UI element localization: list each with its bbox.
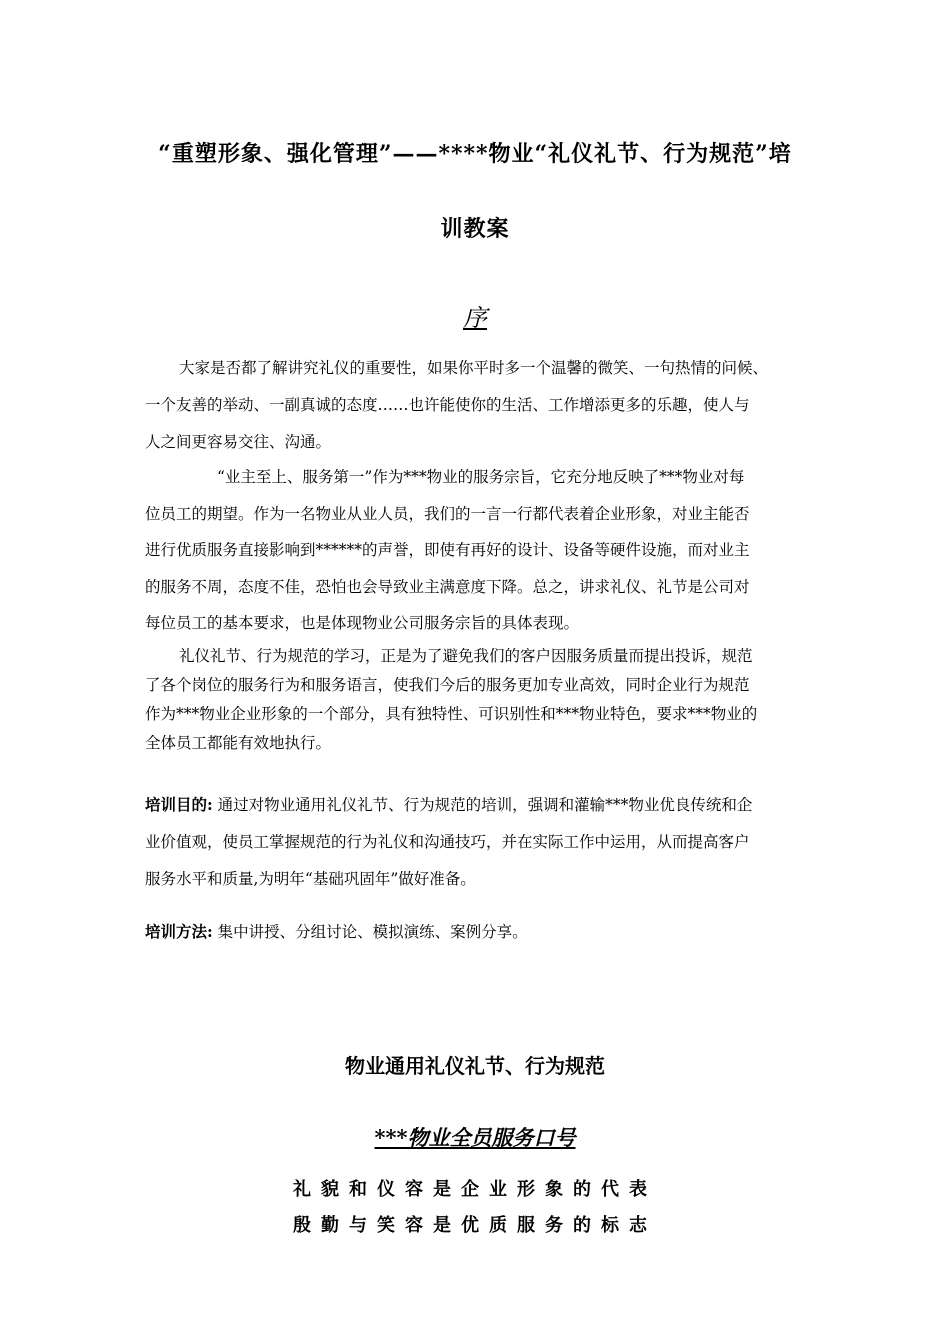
slogan-title: ***物业全员服务口号: [374, 1125, 576, 1150]
paragraph-line: 全体员工都能有效地执行。: [145, 734, 332, 752]
paragraph-line: 大家是否都了解讲究礼仪的重要性，如果你平时多一个温馨的微笑、一句热情的问候、: [179, 359, 769, 377]
training-purpose-label: 培训目的:: [145, 795, 213, 814]
paragraph-service-aim: [145, 459, 810, 642]
slogan-line-1: 礼貌和仪容是企业形象的代表: [293, 1179, 657, 1200]
training-method: [145, 920, 810, 944]
training-purpose: [145, 786, 810, 898]
section-title: 物业通用礼仪礼节、行为规范: [345, 1054, 605, 1078]
paragraph-line: 礼仪礼节、行为规范的学习，正是为了避免我们的客户因服务质量而提出投诉，规范: [179, 647, 753, 665]
training-purpose-text: 通过对物业通用礼仪礼节、行为规范的培训，强调和灌输***物业优良传统和企: [217, 796, 753, 814]
paragraph-line: 业价值观，使员工掌握规范的行为礼仪和沟通技巧，并在实际工作中运用，从而提高客户: [145, 833, 750, 851]
paragraph-intro: [145, 350, 810, 461]
training-method-label: 培训方法:: [145, 922, 213, 941]
slogan-line-2: 殷勤与笑容是优质服务的标志: [293, 1215, 657, 1236]
training-method-text: 集中讲授、分组讨论、模拟演练、案例分享。: [217, 923, 528, 941]
paragraph-line: 进行优质服务直接影响到******的声誉，即使有再好的设计、设备等硬件设施，而对业主: [145, 541, 750, 559]
paragraph-line: 一个友善的举动、一副真诚的态度……也许能使你的生活、工作增添更多的乐趣，使人与: [145, 396, 750, 414]
paragraph-line: 位员工的期望。作为一名物业从业人员，我们的一言一行都代表着企业形象，对业主能否: [145, 504, 750, 523]
preface-heading: 序: [463, 304, 487, 332]
paragraph-line: 了各个岗位的服务行为和服务语言，使我们今后的服务更加专业高效，同时企业行为规范: [145, 676, 750, 694]
paragraph-line: [145, 786, 810, 824]
paragraph-line: “业主至上、服务第一”作为***物业的服务宗旨，它充分地反映了***物业对每: [217, 468, 745, 486]
paragraph-line: 的服务不周，态度不佳，恐怕也会导致业主满意度下降。总之，讲求礼仪、礼节是公司对: [145, 577, 750, 596]
paragraph-line: 人之间更容易交往、沟通。: [145, 433, 332, 451]
document-title-line1: “重塑形象、强化管理”——****物业“礼仪礼节、行为规范”培: [158, 141, 792, 167]
document-title-line2: 训教案: [440, 216, 510, 242]
paragraph-line: 服务水平和质量,为明年“基础巩固年”做好准备。: [145, 870, 476, 888]
paragraph-line: [145, 920, 810, 944]
paragraph-standards: [145, 642, 810, 758]
paragraph-line: 作为***物业企业形象的一个部分，具有独特性、可识别性和***物业特色，要求***物业的: [145, 705, 758, 723]
paragraph-line: 每位员工的基本要求，也是体现物业公司服务宗旨的具体表现。: [145, 614, 580, 632]
